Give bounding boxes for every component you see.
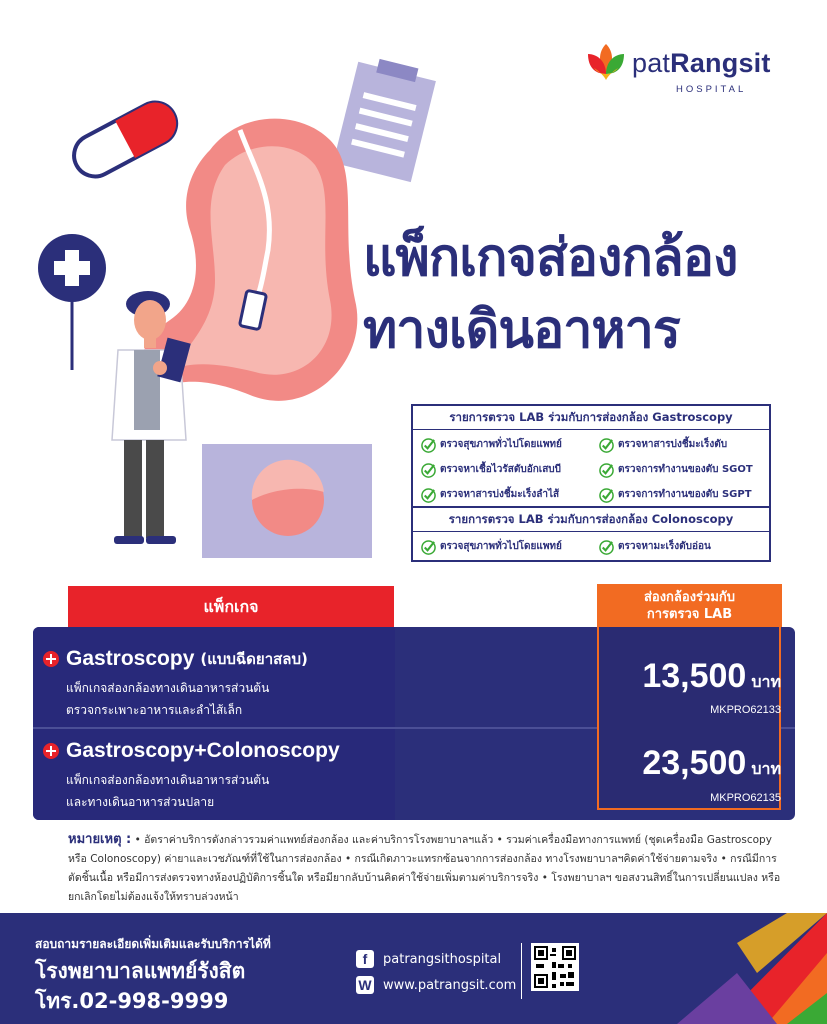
plus-icon [43, 651, 59, 667]
colono-lab-heading: รายการตรวจ LAB ร่วมกับการส่องกล้อง Colonoscopy [413, 508, 769, 532]
qr-code-icon[interactable] [531, 943, 579, 991]
check-icon [421, 540, 436, 555]
check-icon [421, 463, 436, 478]
lotus-logo-icon [584, 40, 628, 84]
phone-number[interactable]: โทร.02-998-9999 [35, 989, 229, 1013]
package-code: MKPRO62135 [710, 792, 781, 804]
package-description: แพ็กเกจส่องกล้องทางเดินอาหารส่วนต้น ตรวจกระเพาะอาหารและลำไส้เล็ก [66, 681, 270, 717]
title-line-1: แพ็กเกจส่องกล้อง [363, 228, 738, 288]
check-icon [421, 438, 436, 453]
check-icon [599, 463, 614, 478]
package-description: แพ็กเกจส่องกล้องทางเดินอาหารส่วนต้น และทางเดินอาหารส่วนปลาย [66, 773, 270, 809]
check-icon [599, 540, 614, 555]
hospital-logo [584, 38, 784, 102]
gastro-lab-heading: รายการตรวจ LAB ร่วมกับการส่องกล้อง Gastroscopy [413, 406, 769, 430]
colono-lab-section [413, 506, 769, 558]
title-line-2: ทางเดินอาหาร [363, 300, 680, 360]
lab-item: ตรวจสุขภาพทั่วไปโดยแพทย์ [421, 536, 599, 558]
facebook-icon: f [356, 950, 374, 968]
gastro-lab-list [413, 430, 769, 506]
logo-subtitle: HOSPITAL [676, 84, 747, 95]
lab-item: ตรวจหาสารบ่งชี้มะเร็งตับ [599, 434, 777, 456]
check-icon [599, 488, 614, 503]
colono-lab-list [413, 532, 769, 558]
page-title [363, 222, 737, 366]
decorative-shapes [677, 913, 827, 1024]
clipboard-icon [333, 54, 438, 182]
package-code: MKPRO62133 [710, 704, 781, 716]
facebook-link[interactable]: f patrangsithospital [356, 947, 516, 971]
lab-item: ตรวจสุขภาพทั่วไปโดยแพทย์ [421, 434, 599, 456]
logo-name: patRangsit [632, 48, 771, 78]
capsule-pill-icon [67, 95, 184, 184]
screen-panel [202, 444, 372, 558]
check-icon [599, 438, 614, 453]
web-icon: W [356, 976, 374, 994]
package-table [33, 627, 795, 820]
plus-icon [43, 743, 59, 759]
lab-item: ตรวจการทำงานของตับ SGPT [599, 484, 777, 506]
hospital-name: โรงพยาบาลแพทย์รังสิต [35, 959, 246, 983]
package-name: Gastroscopy (แบบฉีดยาสลบ) [43, 647, 308, 671]
package-name: Gastroscopy+Colonoscopy [43, 739, 340, 763]
check-icon [421, 488, 436, 503]
social-links [356, 947, 516, 999]
package-price: 23,500 บาท [642, 744, 781, 782]
lab-item: ตรวจหาเชื้อไวรัสตับอักเสบบี [421, 459, 599, 481]
website-link[interactable]: W www.patrangsit.com [356, 973, 516, 997]
medical-cross-icon [38, 234, 106, 370]
lab-item: ตรวจหามะเร็งตับอ่อน [599, 536, 777, 558]
lab-items-box [411, 404, 771, 562]
remark-text: หมายเหตุ : • อัตราค่าบริการดังกล่าวรวมค่าแพทย์ส่องกล้อง และค่าบริการโรงพยาบาลฯแล้ว • รวมค่าเครื่องมือทางการแพทย์ (ชุดเครื่องมือ Gastroscopy หรือ Colonoscopy) ค่ายาและเวชภัณฑ์ที่ใช้ในการส่องกล้อง • กรณีเกิดภาวะแทรกซ้อนจากการส่องกล้อง ทางโรงพยาบาลฯคิดค่าใช้จ่ายตามจริง • กรณีมีการตัดชิ้นเนื้อ หรือมีการส่งตรวจทางห้องปฏิบัติการชิ้นใด หรือมียากลับบ้านคิดค่าใช้จ่ายเพิ่มตามค่าบริการจริง • โรงพยาบาลฯ ขอสงวนสิทธิ์ในการเปลี่ยนแปลง หรือยกเลิกโดยไม่ต้องแจ้งให้ทราบล่วงหน้า [68, 832, 781, 903]
footer [0, 913, 827, 1024]
price-column-header: ส่องกล้องร่วมกับ การตรวจ LAB [597, 584, 782, 628]
package-price: 13,500 บาท [642, 657, 781, 695]
contact-caption: สอบถามรายละเอียดเพิ่มเติมและรับบริการได้ที่ [35, 937, 271, 951]
package-column-header: แพ็กเกจ [68, 586, 394, 628]
lab-item: ตรวจหาสารบ่งชี้มะเร็งลำไส้ [421, 484, 599, 506]
lab-item: ตรวจการทำงานของตับ SGOT [599, 459, 777, 481]
